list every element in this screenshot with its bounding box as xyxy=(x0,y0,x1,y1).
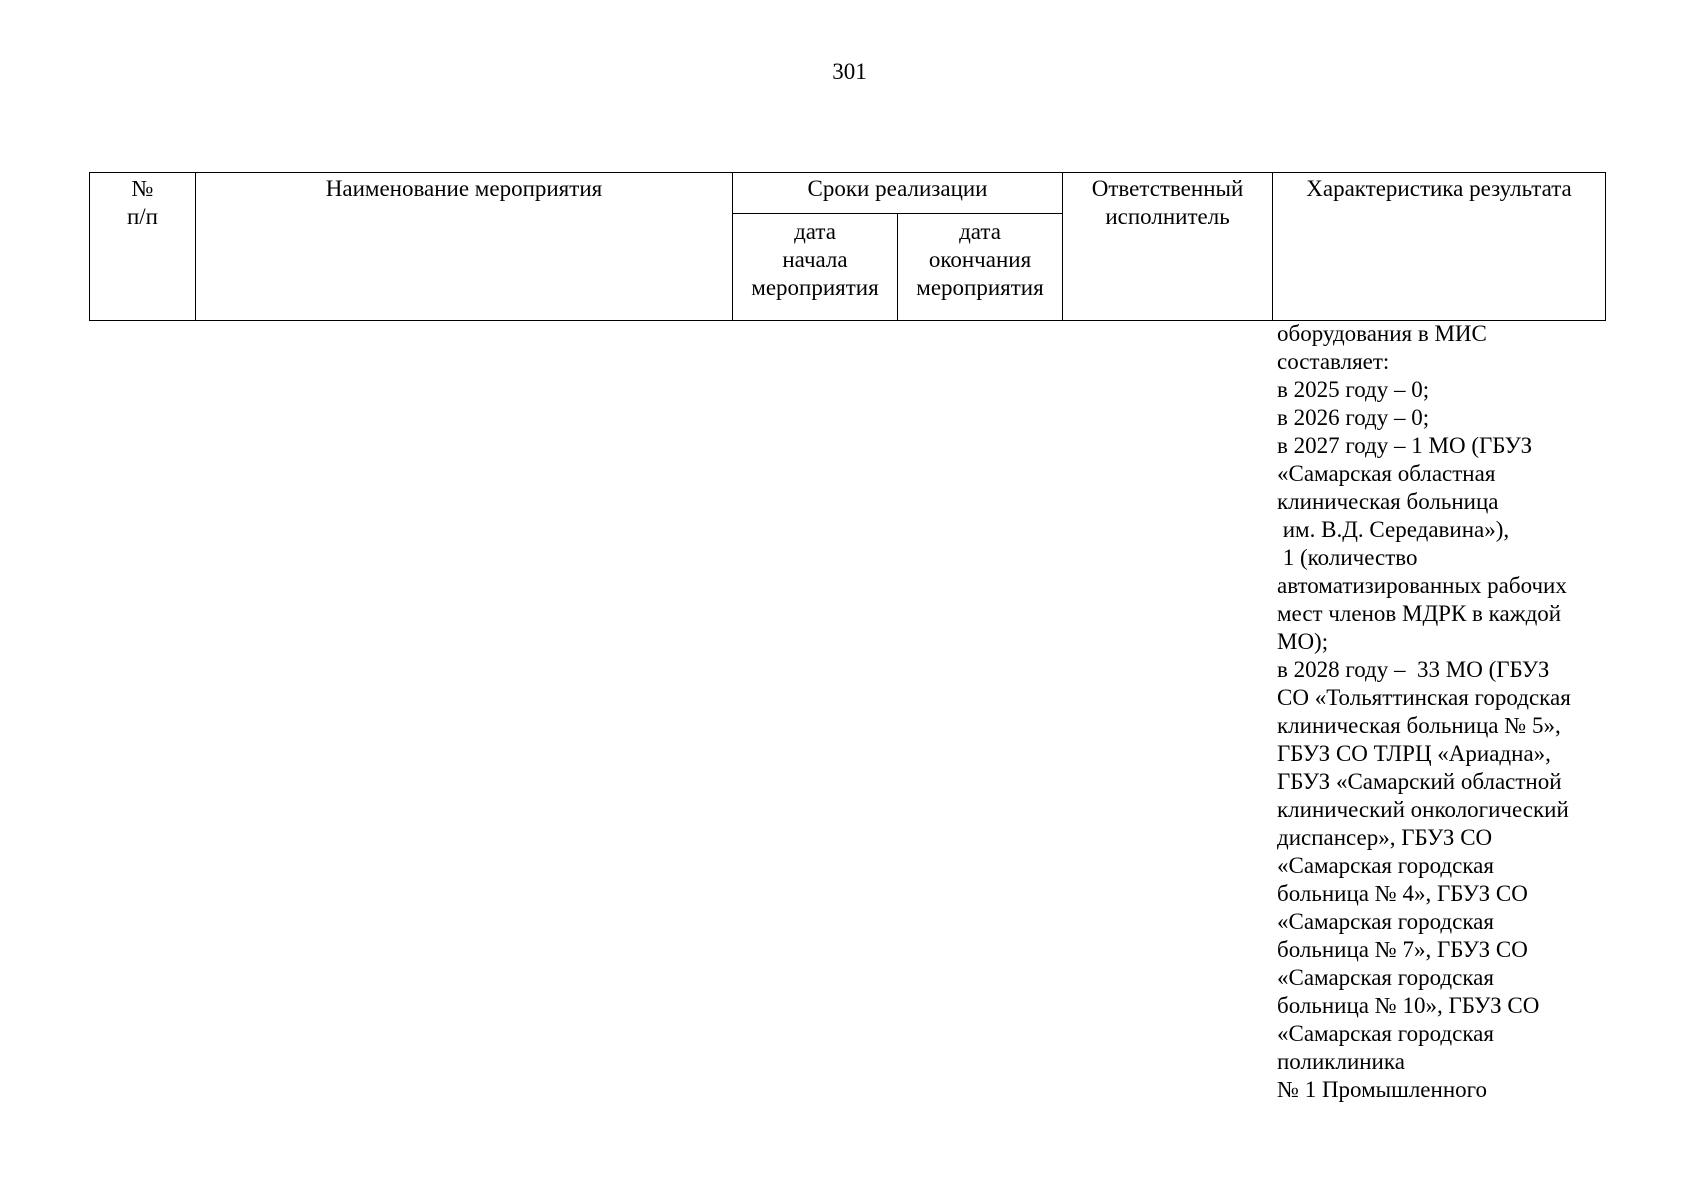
result-line: «Самарская городская xyxy=(1277,1021,1494,1046)
header-result-label: Характеристика результата xyxy=(1306,176,1572,201)
result-line: диспансер», ГБУЗ СО xyxy=(1277,825,1493,850)
result-line: клинический онкологический xyxy=(1277,797,1569,822)
result-line: клиническая больница № 5», xyxy=(1277,713,1561,738)
result-line: в 2028 году – 33 МО (ГБУЗ xyxy=(1277,657,1550,682)
header-name-label: Наименование мероприятия xyxy=(325,176,603,201)
result-line: МО); xyxy=(1277,629,1329,654)
header-terms xyxy=(733,173,1063,214)
result-line: № 1 Промышленного xyxy=(1277,1077,1487,1102)
header-end-date-label: дата окончания мероприятия xyxy=(916,219,1044,300)
header-start-date-label: дата начала мероприятия xyxy=(751,219,879,300)
result-line: в 2027 году – 1 МО (ГБУЗ xyxy=(1277,433,1533,458)
header-responsible xyxy=(1063,173,1273,321)
header-num xyxy=(90,173,196,321)
header-start-date xyxy=(733,214,898,321)
result-line: больница № 7», ГБУЗ СО xyxy=(1277,937,1528,962)
result-line: 1 (количество xyxy=(1277,545,1418,570)
header-result xyxy=(1273,173,1606,321)
result-line: больница № 4», ГБУЗ СО xyxy=(1277,881,1528,906)
header-terms-label: Сроки реализации xyxy=(807,176,988,201)
result-cell-text xyxy=(1277,320,1607,1104)
result-line: в 2026 году – 0; xyxy=(1277,405,1430,430)
header-end-date xyxy=(898,214,1063,321)
result-line: автоматизированных рабочих xyxy=(1277,573,1567,598)
result-line: «Самарская областная xyxy=(1277,461,1496,486)
result-line: ГБУЗ СО ТЛРЦ «Ариадна», xyxy=(1277,741,1551,766)
result-line: больница № 10», ГБУЗ СО xyxy=(1277,993,1540,1018)
result-line: «Самарская городская xyxy=(1277,853,1494,878)
header-name xyxy=(196,173,733,321)
result-line: «Самарская городская xyxy=(1277,965,1494,990)
result-line: ГБУЗ «Самарский областной xyxy=(1277,769,1562,794)
result-line: клиническая больница xyxy=(1277,489,1499,514)
result-line: оборудования в МИС xyxy=(1277,321,1487,346)
result-line: мест членов МДРК в каждой xyxy=(1277,601,1562,626)
page-number: 301 xyxy=(832,59,867,84)
result-line: СО «Тольяттинская городская xyxy=(1277,685,1571,710)
header-num-label: № п/п xyxy=(126,176,158,229)
result-line: «Самарская городская xyxy=(1277,909,1494,934)
result-line: составляет: xyxy=(1277,349,1390,374)
table-header xyxy=(89,172,1606,321)
header-responsible-label: Ответственный исполнитель xyxy=(1091,176,1244,229)
result-line: в 2025 году – 0; xyxy=(1277,377,1430,402)
result-line: им. В.Д. Середавина»), xyxy=(1277,517,1510,542)
result-line: поликлиника xyxy=(1277,1049,1405,1074)
